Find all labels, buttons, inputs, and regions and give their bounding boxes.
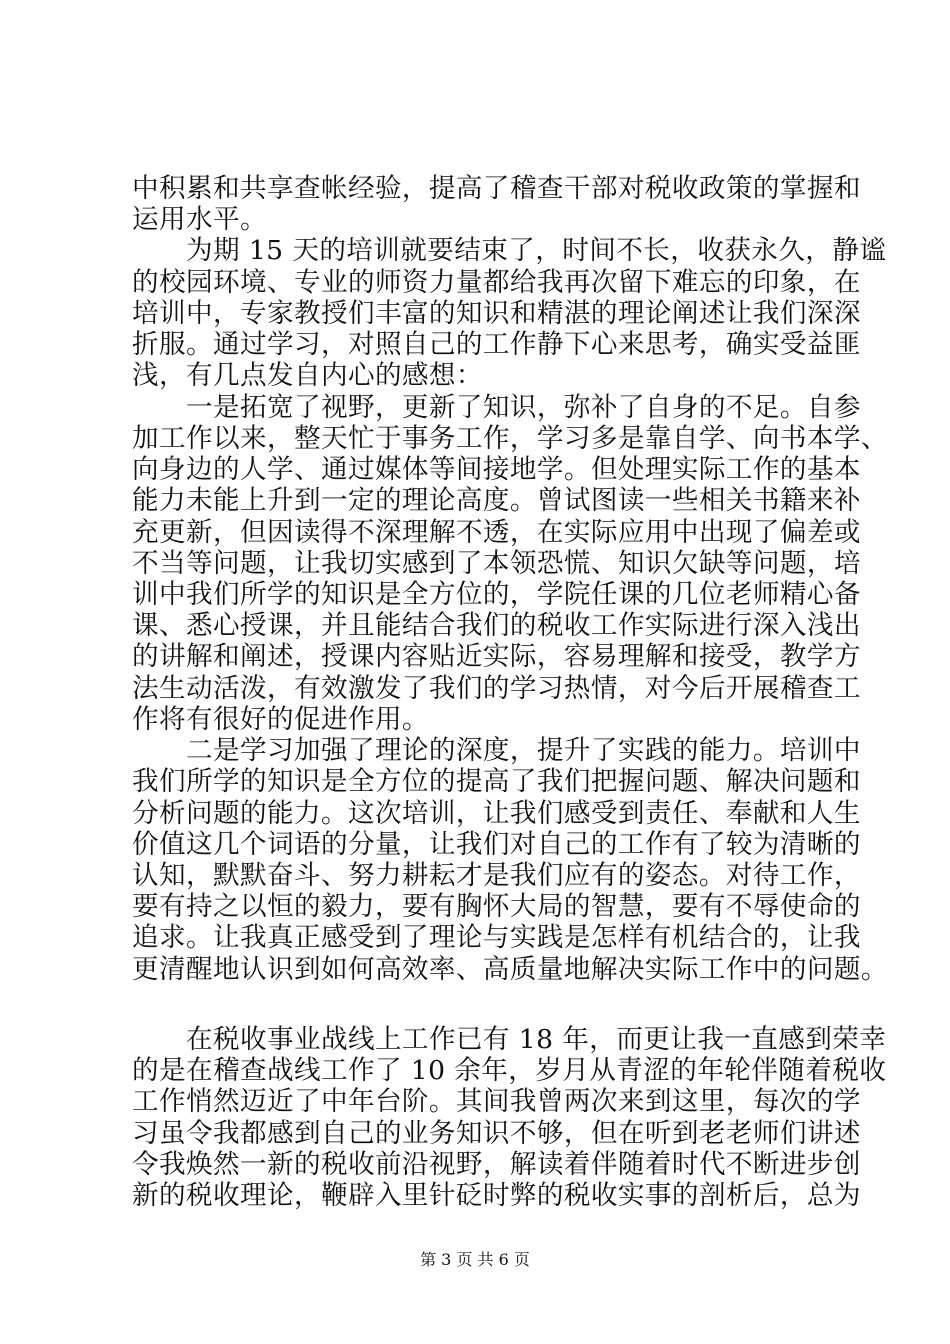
text-line: 新的税收理论，鞭辟入里针砭时弊的税收实事的剖析后，总为 xyxy=(132,1180,861,1211)
text-line: 在税收事业战线上工作已有 18 年，而更让我一直感到荣幸 xyxy=(132,1023,887,1055)
text-line: 课、悉心授课，并且能结合我们的税收工作实际进行深入浅出 xyxy=(132,610,861,642)
page-number-footer: 第 3 页 共 6 页 xyxy=(420,1250,530,1269)
text-line: 令我焕然一新的税收前沿视野，解读着伴随着时代不断进步创 xyxy=(132,1148,861,1180)
text-line: 价值这几个词语的分量，让我们对自己的工作有了较为清晰的 xyxy=(132,828,861,860)
text-line: 的是在稽查战线工作了 10 余年，岁月从青涩的年轮伴随着税收 xyxy=(132,1055,887,1087)
text-line: 训中我们所学的知识是全方位的，学院任课的几位老师精心备 xyxy=(132,578,861,610)
text-line: 工作悄然迈近了中年台阶。其间我曾两次来到这里，每次的学 xyxy=(132,1086,861,1118)
text-line: 能力未能上升到一定的理论高度。曾试图读一些相关书籍来补 xyxy=(132,485,861,517)
text-line: 不当等问题，让我切实感到了本领恐慌、知识欠缺等问题，培 xyxy=(132,547,861,579)
text-line: 的讲解和阐述，授课内容贴近实际，容易理解和接受，教学方 xyxy=(132,641,861,673)
text-line: 法生动活泼，有效激发了我们的学习热情，对今后开展稽查工 xyxy=(132,672,861,704)
text-line: 的校园环境、专业的师资力量都给我再次留下难忘的印象，在 xyxy=(132,266,861,298)
text-line: 一是拓宽了视野，更新了知识，弥补了自身的不足。自参 xyxy=(132,391,861,423)
text-line: 加工作以来，整天忙于事务工作，学习多是靠自学、向书本学、 xyxy=(132,422,888,454)
text-line: 为期 15 天的培训就要结束了，时间不长，收获永久，静谧 xyxy=(132,235,887,267)
text-line: 更清醒地认识到如何高效率、高质量地解决实际工作中的问题。 xyxy=(132,953,888,985)
text-line: 要有持之以恒的毅力，要有胸怀大局的智慧，要有不辱使命的 xyxy=(132,891,861,923)
text-line: 分析问题的能力。这次培训，让我们感受到责任、奉献和人生 xyxy=(132,797,861,829)
text-line: 习虽令我都感到自己的业务知识不够，但在听到老老师们讲述 xyxy=(132,1117,861,1149)
text-line: 向身边的人学、通过媒体等间接地学。但处理实际工作的基本 xyxy=(132,454,861,486)
text-line: 培训中，专家教授们丰富的知识和精湛的理论阐述让我们深深 xyxy=(132,297,861,329)
text-line: 运用水平。 xyxy=(132,204,267,236)
text-line: 认知，默默奋斗、努力耕耘才是我们应有的姿态。对待工作， xyxy=(132,860,861,892)
text-line: 中积累和共享查帐经验，提高了稽查干部对税收政策的掌握和 xyxy=(132,173,861,204)
text-line: 二是学习加强了理论的深度，提升了实践的能力。培训中 xyxy=(132,735,861,767)
text-line: 充更新，但因读得不深理解不透，在实际应用中出现了偏差或 xyxy=(132,516,861,548)
text-line: 浅，有几点发自内心的感想： xyxy=(132,360,483,392)
text-line: 作将有很好的促进作用。 xyxy=(132,703,429,735)
text-line: 追求。让我真正感受到了理论与实践是怎样有机结合的，让我 xyxy=(132,922,861,954)
text-line: 我们所学的知识是全方位的提高了我们把握问题、解决问题和 xyxy=(132,766,861,798)
text-line: 折服。通过学习，对照自己的工作静下心来思考，确实受益匪 xyxy=(132,329,861,361)
